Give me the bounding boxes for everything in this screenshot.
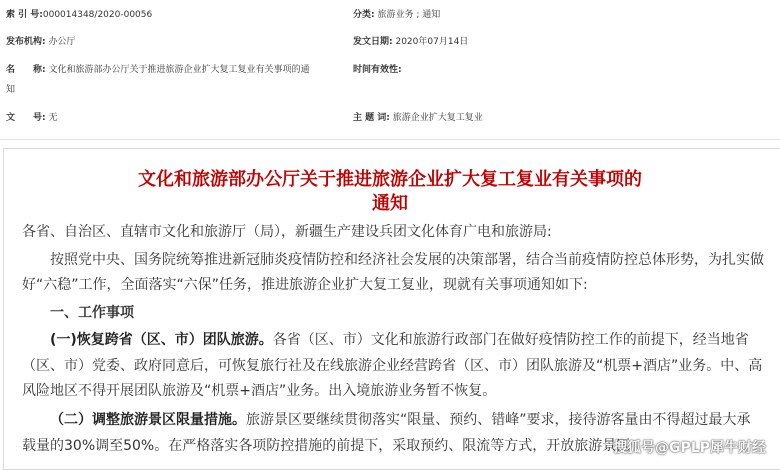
date-row <box>353 34 468 50</box>
item1-heading: (一)恢复跨省（区、市）团队旅游。 <box>50 332 273 348</box>
index-number-label: 索 引 号: <box>6 10 43 20</box>
validity-label: 时间有效性: <box>353 65 402 75</box>
subject-row <box>353 110 483 126</box>
date-value: 2020年07月14日 <box>395 37 469 47</box>
addressee: 各省、自治区、直辖市文化和旅游厅（局），新疆生产建设兵团文化体育广电和旅游局: <box>22 224 552 240</box>
meta-divider <box>0 139 780 140</box>
item2-line1 <box>50 410 751 430</box>
item1-line3: 风险地区不得开展团队旅游及“机票+酒店”业务。出入境旅游业务暂不恢复。 <box>22 383 497 399</box>
item1-line2: （区、市）党委、政府同意后，可恢复旅行社及在线旅游企业经营跨省（区、市）团队旅游及“机票+酒店”业务。中、高 <box>22 358 763 374</box>
category-row <box>353 7 440 23</box>
docno-row <box>6 110 58 126</box>
issuer-value: 办公厅 <box>48 37 76 47</box>
docno-label: 文 号: <box>6 113 46 123</box>
subject-label: 主 题 词: <box>353 113 390 123</box>
item2-heading: （二）调整旅游景区限量措施。 <box>50 412 246 428</box>
item1-text: 各省（区、市）文化和旅游行政部门在做好疫情防控工作的前提下，经当地省 <box>272 332 749 348</box>
index-number-value: 000014348/2020-00056 <box>42 10 153 20</box>
item1-line1 <box>50 330 749 350</box>
document-title-line1: 文化和旅游部办公厅关于推进旅游企业扩大复工复业有关事项的 <box>138 169 642 190</box>
document-metadata <box>0 0 780 140</box>
name-value-continued: 知 <box>6 85 16 95</box>
issuer-label: 发布机构: <box>6 37 46 47</box>
date-label: 发文日期: <box>353 37 393 47</box>
intro-paragraph-line2: 好“六稳”工作，全面落实“六保”任务，推进旅游企业扩大复工复业，现就有关事项通知如下: <box>22 277 588 293</box>
subject-value: 旅游企业扩大复工复业 <box>392 113 483 123</box>
validity-row <box>353 62 402 78</box>
section-heading: 一、工作事项 <box>50 305 134 321</box>
category-value: 旅游业务 ; 通知 <box>377 10 441 20</box>
name-label: 名 称: <box>6 65 46 75</box>
name-row <box>6 62 310 78</box>
docno-value: 无 <box>48 113 58 123</box>
watermark: 搜狐号@GPLP犀牛财经 <box>613 440 766 456</box>
index-number-row <box>6 7 152 23</box>
intro-paragraph-line1: 按照党中央、国务院统筹推进新冠肺炎疫情防控和经济社会发展的决策部署，结合当前疫情防控总体形势，为扎实做 <box>50 252 764 268</box>
name-value: 文化和旅游部办公厅关于推进旅游企业扩大复工复业有关事项的通 <box>48 65 310 75</box>
item2-text: 旅游景区要继续贯彻落实“限量、预约、错峰”要求，接待游客量由不得超过最大承 <box>246 412 751 428</box>
issuer-row <box>6 34 76 50</box>
name-continuation <box>6 82 15 98</box>
item2-line2: 载量的30%调至50%。在严格落实各项防控措施的前提下，采取预约、限流等方式，开放旅游景区 <box>22 438 631 454</box>
category-label: 分类: <box>353 10 375 20</box>
document-title-line2: 通知 <box>372 193 408 214</box>
